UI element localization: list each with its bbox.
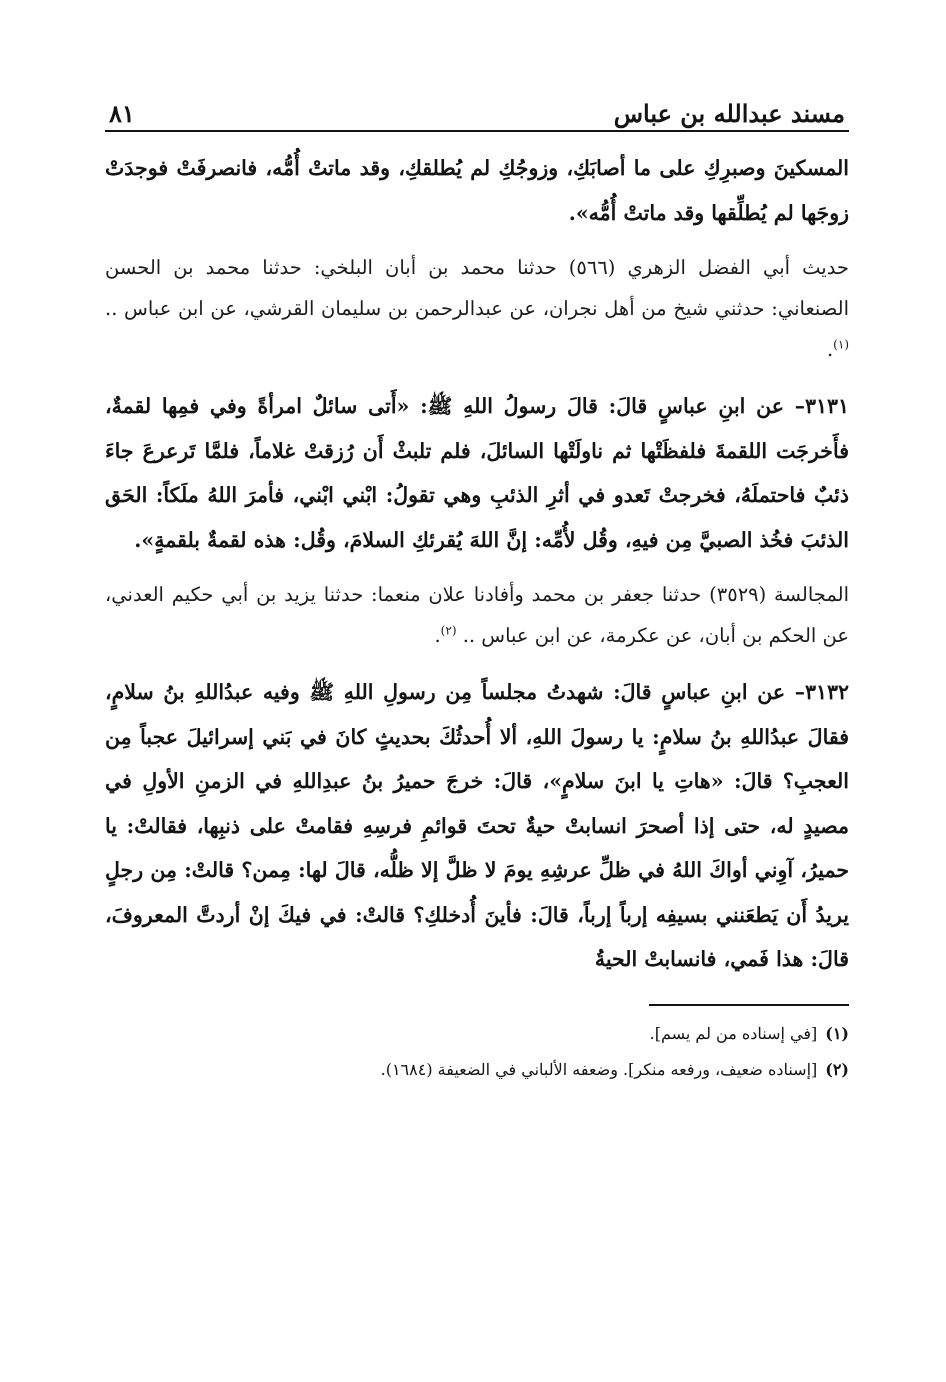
footnote-number-1: (١) bbox=[825, 1023, 849, 1043]
page-header bbox=[105, 90, 849, 132]
footnote-ref-2[interactable]: (٢) bbox=[440, 623, 457, 638]
source-paragraph-2: المجالسة (٣٥٢٩) حدثنا جعفر بن محمد وأفادنا علان منعما: حدثنا يزيد بن أبي حكيم العدني، عن الحكم بن أبان، عن عكرمة، عن ابن عباس .. $^{(٢)}$. bbox=[105, 583, 849, 647]
source-text-2: المجالسة (٣٥٢٩) حدثنا جعفر بن محمد وأفادنا علان منعما: حدثنا يزيد بن أبي حكيم العدني، عن الحكم بن أبان، عن عكرمة، عن ابن عباس .. bbox=[105, 583, 849, 647]
footnote-text-1: [في إسناده من لم يسم]. bbox=[649, 1023, 818, 1043]
footnote-text-2: [إسناده ضعيف، ورفعه منكر]. وضعفه الألباني في الضعيفة (١٦٨٤). bbox=[380, 1059, 818, 1079]
footnotes bbox=[105, 1016, 849, 1088]
footnote-ref-1[interactable]: (١) bbox=[833, 337, 849, 352]
document-page bbox=[105, 90, 849, 1088]
page-number: ٨١ bbox=[109, 99, 135, 128]
footnote-1 bbox=[105, 1016, 849, 1052]
hadith-3132: ٣١٣٢– عن ابنِ عباسٍ قالَ: شهدتُ مجلساً مِن رسولِ اللهِ ﷺ وفيه عبدُاللهِ بنُ سلامٍ، فقالَ عبدُاللهِ بنُ سلامٍ: يا رسولَ اللهِ، ألا أُحدثُكَ بحديثٍ كانَ في بَني إسرائيلَ عجباً مِن العجبِ؟ قالَ: «هاتِ يا ابنَ سلامٍ»، قالَ: خرجَ حميرُ بنُ عبدِاللهِ في الزمنِ الأولِ في مصيدٍ له، حتى إذا أصحرَ انسابتْ حيةٌ تحتَ قوائمِ فرسِهِ فقامتْ على ذنبِها، فقالتْ: يا حميرُ، آوِني أواكَ اللهُ في ظلِّ عرشِهِ يومَ لا ظلَّ إلا ظلُّه، قالَ لها: مِمن؟ قالتْ: مِن رجلٍ يريدُ أَن يَطعَنني بسيفِه إرباً إرباً، قالَ: فأينَ أُدخلكِ؟ قالتْ: في فيكَ إنْ أردتَّ المعروفَ، قالَ: هذا فَمي، فانسابتْ الحيةُ bbox=[105, 680, 849, 971]
page-body bbox=[105, 146, 849, 982]
footnote-separator bbox=[649, 1004, 849, 1006]
hadith-3131: ٣١٣١– عن ابنِ عباسٍ قالَ: قالَ رسولُ اللهِ ﷺ: «أَتى سائلٌ امرأةً وفي فمِها لقمةٌ، فأَخرجَت اللقمةَ فلفظَتْها ثم ناولَتْها السائلَ، فلم تلبثْ أَن رُزقتْ غلاماً، فلمَّا تَرعرعَ جاءَ ذئبٌ فاحتملَهُ، فخرجتْ تَعدو في أثرِ الذئبِ وهي تقولُ: ابْني ابْني، فأمرَ اللهُ ملَكاً: الحَق الذئبَ فخُذ الصبيَّ مِن فيهِ، وقُل لأُمِّه: إنَّ اللهَ يُقرئكِ السلامَ، وقُل: هذه لقمةٌ بلقمةٍ». bbox=[105, 394, 849, 552]
source-text-1: حديث أبي الفضل الزهري (٥٦٦) حدثنا محمد بن أبان البلخي: حدثنا محمد بن الحسن الصنعاني: حدثني شيخ من أهل نجران، عن عبدالرحمن بن سليمان القرشي، عن ابن عباس .. bbox=[105, 256, 849, 320]
footnote-2 bbox=[105, 1052, 849, 1088]
continuation-paragraph: المسكينَ وصبرِكِ على ما أصابَكِ، وزوجُكِ لم يُطلقكِ، وقد ماتتْ أُمُّه، فانصرفَتْ فوجدَتْ زوجَها لم يُطلِّقها وقد ماتتْ أُمُّه». bbox=[105, 156, 849, 225]
source-paragraph-1: حديث أبي الفضل الزهري (٥٦٦) حدثنا محمد بن أبان البلخي: حدثنا محمد بن الحسن الصنعاني: حدثني شيخ من أهل نجران، عن عبدالرحمن بن سليمان القرشي، عن ابن عباس .. $^{(١)}$. bbox=[105, 256, 849, 361]
footnote-number-2: (٢) bbox=[825, 1059, 849, 1079]
running-title: مسند عبدالله بن عباس bbox=[613, 99, 845, 128]
